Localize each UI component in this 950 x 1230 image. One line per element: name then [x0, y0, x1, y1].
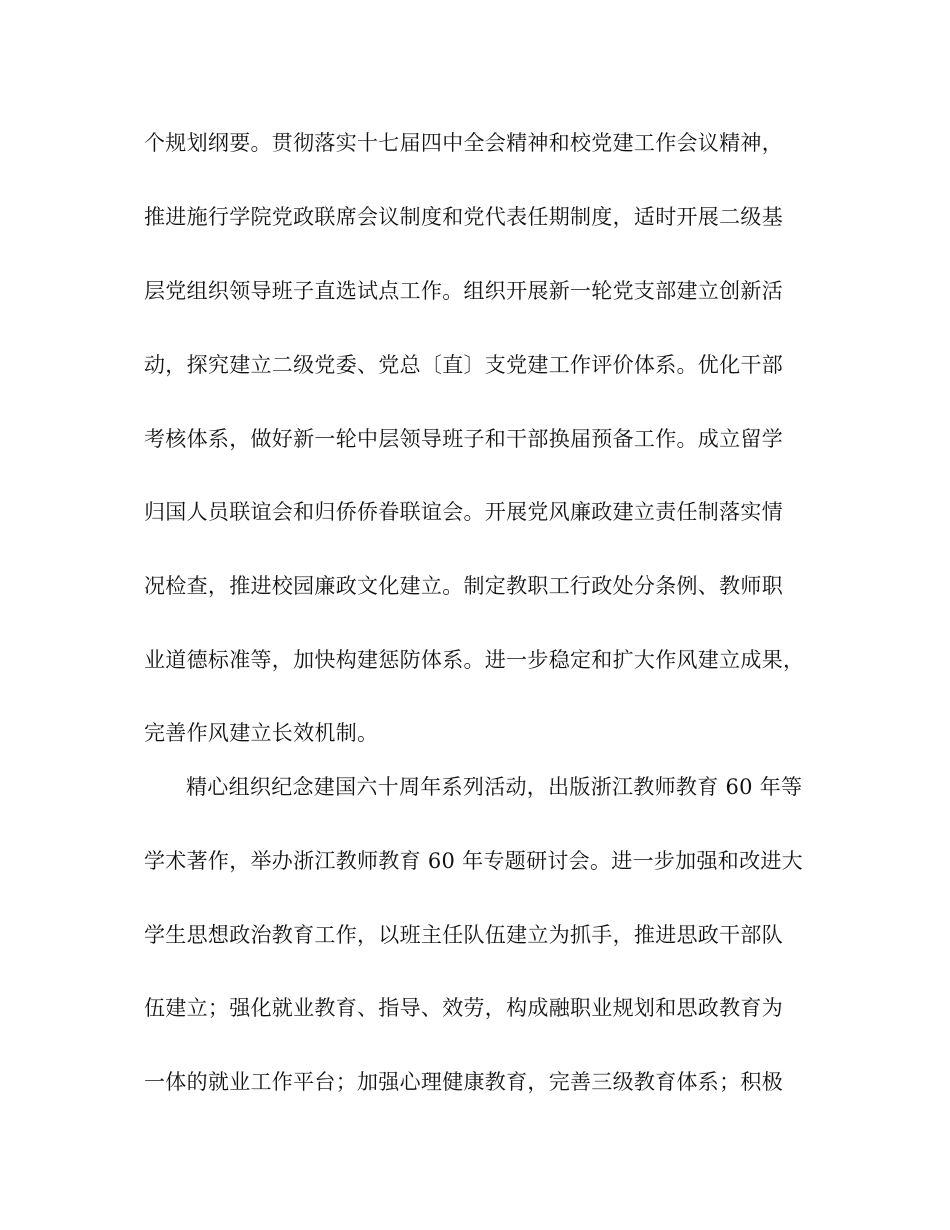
- paragraph-line: 推进施行学院党政联席会议制度和党代表任期制度，适时开展二级基: [144, 205, 783, 229]
- paragraph-line: 业道德标准等，加快构建惩防体系。进一步稳定和扩大作风建立成果，: [144, 648, 805, 672]
- paragraph-line: 况检查，推进校园廉政文化建立。制定教职工行政处分条例、教师职: [144, 574, 783, 598]
- paragraph-line: 完善作风建立长效机制。: [144, 721, 379, 745]
- paragraph-line: 精心组织纪念建国六十周年系列活动，出版浙江教师教育 60 年等: [186, 775, 803, 799]
- paragraph-line: 伍建立；强化就业教育、指导、效劳，构成融职业规划和思政教育为: [144, 996, 783, 1020]
- paragraph-line: 个规划纲要。贯彻落实十七届四中全会精神和校党建工作会议精神，: [144, 131, 783, 155]
- paragraph-line: 学术著作，举办浙江教师教育 60 年专题研讨会。进一步加强和改进大: [144, 849, 803, 873]
- paragraph-line: 一体的就业工作平台；加强心理健康教育，完善三级教育体系；积极: [144, 1070, 783, 1094]
- paragraph-line: 归国人员联谊会和归侨侨眷联谊会。开展党风廉政建立责任制落实情: [144, 500, 783, 524]
- paragraph-line: 学生思想政治教育工作，以班主任队伍建立为抓手，推进思政干部队: [144, 923, 783, 947]
- paragraph-line: 层党组织领导班子直选试点工作。组织开展新一轮党支部建立创新活: [144, 279, 783, 303]
- paragraph-line: 考核体系，做好新一轮中层领导班子和干部换届预备工作。成立留学: [144, 427, 783, 451]
- paragraph-line: 动，探究建立二级党委、党总〔直〕支党建工作评价体系。优化干部: [144, 353, 783, 377]
